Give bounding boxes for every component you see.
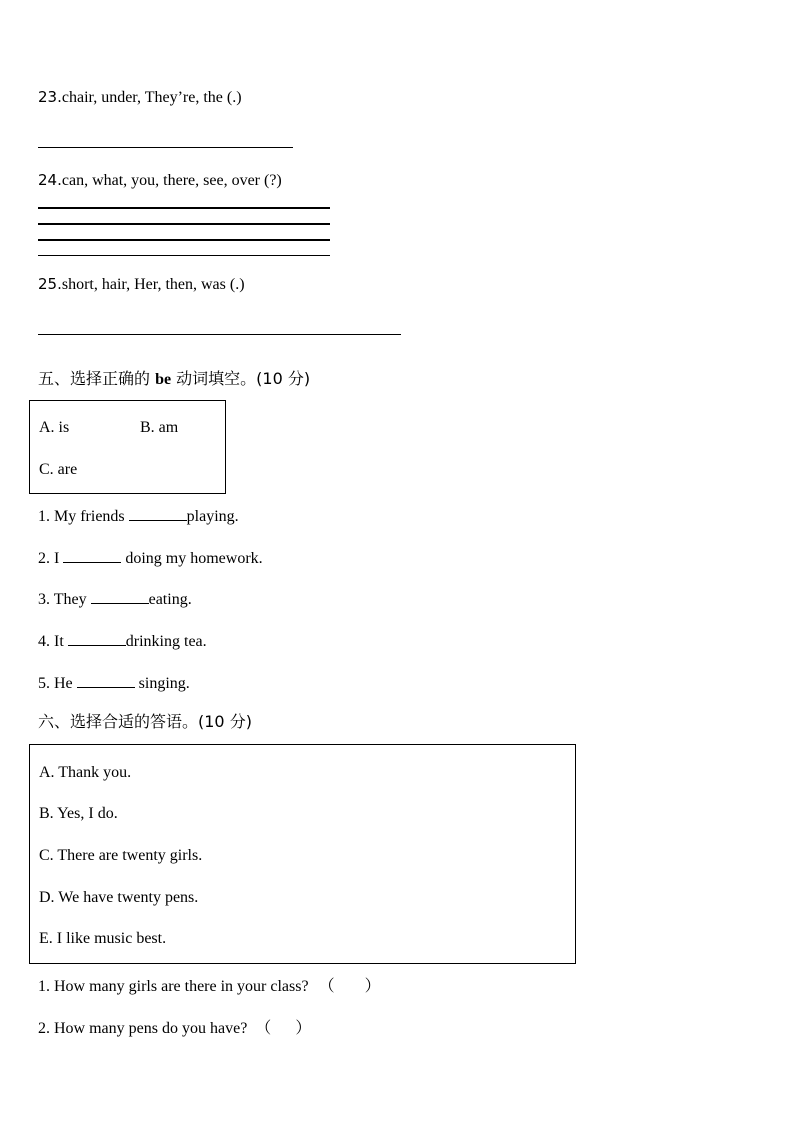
answer-line[interactable] — [38, 147, 293, 148]
answer-line[interactable] — [38, 239, 330, 241]
section-title-be: be — [155, 371, 172, 388]
question-number: 25. — [38, 275, 62, 293]
answer-line[interactable] — [38, 334, 401, 335]
match-question-1 — [38, 976, 381, 997]
question-text: can, what, you, there, see, over (?) — [61, 172, 282, 189]
answer-option-b: B. Yes, I do. — [39, 805, 118, 822]
option-c: C. are — [39, 461, 78, 478]
question-text: short, hair, Her, then, was (.) — [61, 276, 245, 293]
match-question-2 — [38, 1018, 311, 1039]
fill-item-1 — [38, 506, 239, 527]
fill-item-5 — [38, 673, 190, 694]
question-number: 24. — [38, 171, 62, 189]
answer-paren[interactable] — [319, 976, 381, 996]
answer-option-c: C. There are twenty girls. — [39, 847, 203, 864]
answer-line[interactable] — [38, 223, 330, 225]
question-text: chair, under, They’re, the (.) — [61, 89, 242, 106]
answer-paren[interactable] — [255, 1018, 311, 1038]
section-title-part: 动词填空。(10 分) — [171, 369, 311, 388]
question-25 — [38, 274, 245, 295]
options-box — [29, 400, 226, 494]
answer-option-e: E. I like music best. — [39, 930, 167, 947]
item-text: 1. My friends — [38, 508, 129, 525]
answer-option-d: D. We have twenty pens. — [39, 889, 199, 906]
option-a: A. is — [39, 419, 70, 436]
option-b: B. am — [140, 419, 179, 436]
blank[interactable] — [91, 589, 149, 604]
answer-line[interactable] — [38, 207, 330, 209]
section-6-title: 六、选择合适的答语。(10 分) — [38, 712, 252, 731]
fill-item-4 — [38, 631, 207, 652]
paren-close: ） — [295, 1018, 312, 1037]
item-text: eating. — [148, 591, 192, 608]
answer-line[interactable] — [38, 255, 330, 256]
question-text: 2. How many pens do you have? — [38, 1020, 248, 1037]
question-23 — [38, 87, 242, 108]
blank[interactable] — [129, 506, 187, 521]
answers-box — [29, 744, 576, 964]
item-text: 4. It — [38, 633, 68, 650]
blank[interactable] — [63, 548, 121, 563]
blank[interactable] — [68, 631, 126, 646]
item-text: playing. — [186, 508, 239, 525]
question-text: 1. How many girls are there in your class? — [38, 978, 309, 995]
paren-open: （ — [318, 976, 335, 995]
item-text: 3. They — [38, 591, 91, 608]
item-text: drinking tea. — [125, 633, 207, 650]
section-5-title — [38, 368, 310, 391]
question-24 — [38, 170, 282, 191]
section-title-part: 五、选择正确的 — [38, 369, 156, 388]
paren-close: ） — [364, 976, 381, 995]
item-text: 5. He — [38, 675, 77, 692]
item-text: singing. — [134, 675, 190, 692]
question-number: 23. — [38, 88, 62, 106]
item-text: doing my homework. — [121, 550, 263, 567]
fill-item-2 — [38, 548, 263, 569]
item-text: 2. I — [38, 550, 64, 567]
paren-open: （ — [255, 1018, 272, 1037]
answer-option-a: A. Thank you. — [39, 764, 132, 781]
blank[interactable] — [77, 673, 135, 688]
fill-item-3 — [38, 589, 192, 610]
